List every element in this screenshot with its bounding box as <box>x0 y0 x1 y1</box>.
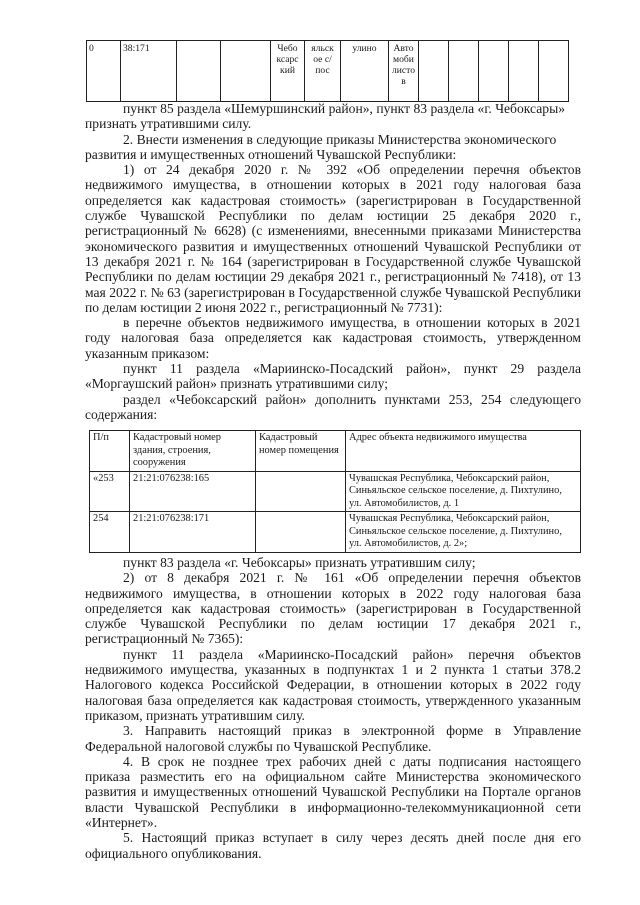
table-cell: 0 <box>87 41 121 102</box>
table-cell <box>449 41 479 102</box>
table-cell: 38:171 <box>121 41 177 102</box>
paragraph: признать утратившими силу. <box>85 116 252 132</box>
column-header: Кадастровый номер здания, строения, сооружения <box>130 431 256 472</box>
text-block-lower <box>85 555 581 861</box>
table-row <box>87 41 569 102</box>
table-cell: «253 <box>90 471 130 512</box>
table-cell: 21:21:076238:171 <box>130 512 256 553</box>
table-header-row <box>90 431 581 472</box>
continuation-table <box>86 40 569 102</box>
table-cell: 254 <box>90 512 130 553</box>
column-header: Кадастровый номер помещения <box>256 431 346 472</box>
column-header: Адрес объекта недвижимого имущества <box>346 431 581 472</box>
table-row <box>90 512 581 553</box>
table-cell <box>419 41 449 102</box>
table-cell: 21:21:076238:165 <box>130 471 256 512</box>
table-cell <box>256 471 346 512</box>
paragraph: пункт 11 раздела «Мариинско-Посадский район» перечня объектов недвижимого имущества, указанных в подпунктах 1 и 2 пункта 1 статьи 378.2 Налогового кодекса Российской Федерации, в отношении которых в 2022 году налоговая база определяется как кадастровая стоимость, утвержденного указанным приказом, признать утратившим силу. <box>85 646 581 723</box>
additions-table <box>89 430 581 553</box>
table-cell <box>221 41 271 102</box>
paragraph: 4. В срок не позднее трех рабочих дней с даты подписания настоящего приказа разместить его на официальном сайте Министерства экономического развития и имущественных отношений Чувашской Республики на Портале органов власти Чувашской Республики в информационно-телекоммуникационной сети «Интернет». <box>85 753 581 831</box>
paragraph: 1) от 24 декабря 2020 г. № 392 «Об определении перечня объектов недвижимого имущества, в отношении которых в 2021 году налоговая база определяется как кадастровая стоимость» (зарегистрирован в Государственной службе Чувашской Республики по делам юстиции 25 декабря 2020 г., регистрационный № 6628) (с изменениями, внесенными приказами Министерства экономического развития и имущественных отношений Чувашской Республики от 13 декабря 2021 г. № 164 (зарегистрирован в Государственной службе Чувашской Республики по делам юстиции 29 декабря 2021 г., регистрационный № 7418), от 13 мая 2022 г. № 63 (зарегистрирован в Государственной службе Чувашской Республики по делам юстиции 2 июня 2022 г., регистрационный № 7731): <box>85 162 581 315</box>
table-cell: Чувашская Республика, Чебоксарский район, Синьяльское сельское поселение, д. Пихтулино, ул. Автомобилистов, д. 2»; <box>346 512 581 553</box>
table-cell <box>177 41 221 102</box>
table-cell <box>479 41 509 102</box>
paragraph: пункт 11 раздела «Мариинско-Посадский район», пункт 29 раздела «Моргаушский район» признать утратившими силу; <box>85 361 581 392</box>
paragraph: пункт 83 раздела «г. Чебоксары» признать утратившим силу; <box>123 555 476 570</box>
paragraph: 5. Настоящий приказ вступает в силу через десять дней после дня его официального опубликования. <box>85 830 581 861</box>
table-cell: Авто моби листо в <box>389 41 419 102</box>
table-cell: Чебо ксарс кий <box>271 41 305 102</box>
table-cell: яльск ое с/пос <box>305 41 341 102</box>
table-cell <box>539 41 569 102</box>
column-header: П/п <box>90 431 130 472</box>
paragraph: 2) от 8 декабря 2021 г. № 161 «Об определении перечня объектов недвижимого имущества, в отношении которых в 2022 году налоговая база определяется как кадастровая стоимость» (зарегистрирован в Государственной службе Чувашской Республики по делам юстиции 17 декабря 2021 г., регистрационный № 7365): <box>85 570 581 647</box>
paragraph: пункт 85 раздела «Шемуршинский район», пункт 83 раздела «г. Чебоксары» <box>123 101 566 116</box>
paragraph: в перечне объектов недвижимого имущества, в отношении которых в 2021 году налоговая база определяется как кадастровая стоимость, утвержденном указанным приказом: <box>85 315 581 361</box>
paragraph: развития и имущественных отношений Чувашской Республики: <box>85 146 457 162</box>
paragraph: 2. Внести изменения в следующие приказы Министерства экономического <box>123 131 557 147</box>
table-row <box>90 471 581 512</box>
paragraph: 3. Направить настоящий приказ в электронной форме в Управление Федеральной налоговой службы по Чувашской Республике. <box>85 723 581 754</box>
paragraph: раздел «Чебоксарский район» дополнить пунктами 253, 254 следующего содержания: <box>85 391 581 422</box>
text-block-upper <box>85 101 581 422</box>
table-cell: Чувашская Республика, Чебоксарский район, Синьяльское сельское поселение, д. Пихтулино, ул. Автомобилистов, д. 1 <box>346 471 581 512</box>
table-cell: улино <box>341 41 389 102</box>
table-cell <box>256 512 346 553</box>
table-cell <box>509 41 539 102</box>
